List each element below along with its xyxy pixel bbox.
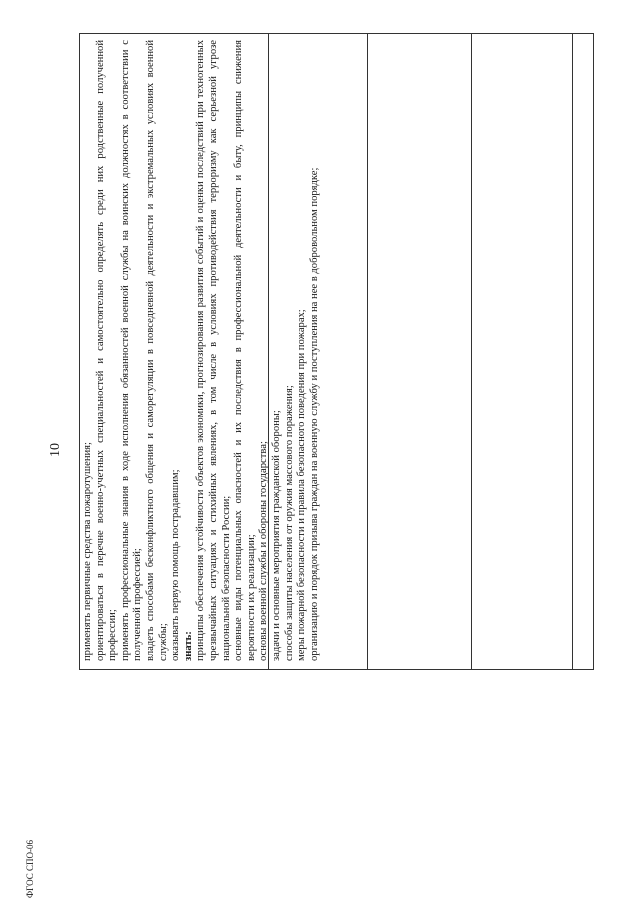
column-divider <box>572 34 573 669</box>
page-number-wrap <box>46 440 66 460</box>
page-number: 10 <box>48 443 63 457</box>
requirement-line: применять профессиональные знания в ходе исполнения обязанностей военной службы на воинских должностях в соответствии с полученной профессией; <box>119 40 144 661</box>
requirement-line: основные виды потенциальных опасностей и их последствия в профессиональной деятельности и быту, принципы снижения вероятности их реализации; <box>233 40 257 661</box>
requirement-line: применять первичные средства пожаротушения; <box>82 442 93 661</box>
requirement-line: основы военной службы и обороны государства; <box>258 441 270 661</box>
requirement-line: оказывать первую помощь пострадавшим; <box>170 469 182 661</box>
column-divider <box>268 34 269 669</box>
footer-wrap <box>22 840 38 898</box>
standards-table <box>79 33 594 670</box>
requirement-line: владеть способами бесконфликтного общения и саморегуляции в повседневной деятельности и экстремальных условиях военной службы; <box>144 40 169 661</box>
footer-code: ФГОС СПО-06 <box>25 840 35 898</box>
requirement-line: способы защиты населения от оружия массового поражения; <box>283 385 295 661</box>
requirement-line: ориентироваться в перечне военно-учетных специальностей и самостоятельно определять среди них родственные полученной профессии; <box>94 40 119 661</box>
requirement-line: меры пожарной безопасности и правила безопасного поведения при пожарах; <box>296 309 308 661</box>
requirement-line: задачи и основные мероприятия гражданской обороны; <box>270 410 282 661</box>
requirement-line: организацию и порядок призыва граждан на военную службу и поступления на нее в добровольном порядке; <box>308 167 320 661</box>
section-heading-know: знать: <box>182 631 194 661</box>
column-divider <box>367 34 368 669</box>
requirements-text <box>80 34 320 671</box>
column-divider <box>471 34 472 669</box>
requirements-cell <box>80 34 320 671</box>
requirement-line: принципы обеспечения устойчивости объектов экономики, прогнозирования развития событий и оценки последствий при техногенных чрезвычайных ситуациях и стихийных явлениях, в том числе в условиях противодействия терроризму как серьезной угрозе национальной безопасности России; <box>195 40 232 661</box>
